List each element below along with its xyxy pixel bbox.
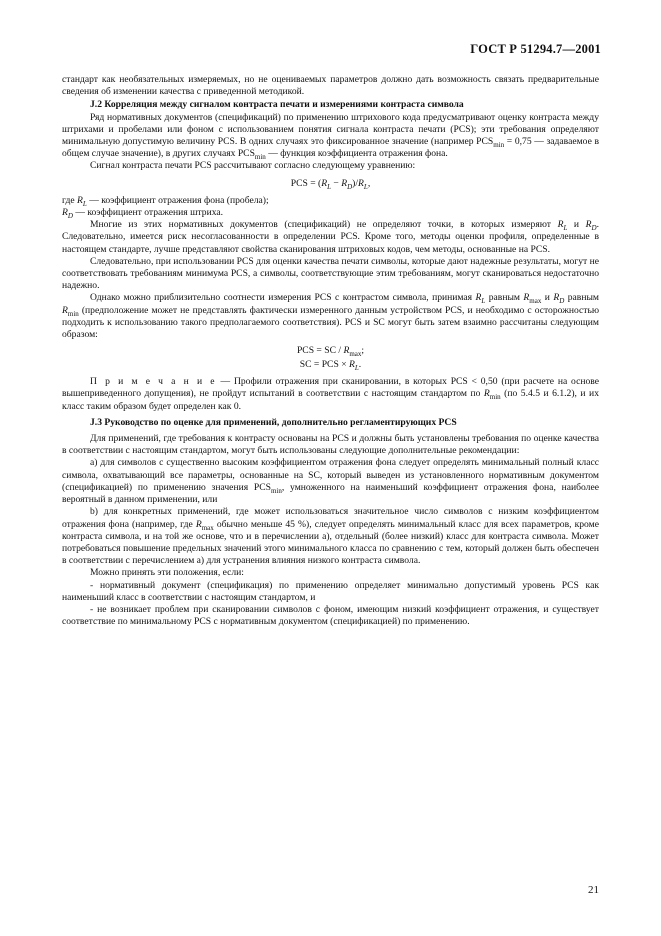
paragraph-pcs-intro: Ряд нормативных документов (спецификаций) по применению штрихового кода предусматривают оценку контраста между штрихами и пробелами или фоном с использованием понятия сигнала контраста печати (PCS); эти требования определяют минимальную допустимую величину PCS. В одних случаях это фиксированное значение (например $PCS_{min} = 0,75$ — задаваемое в общем случае значение), в других случаях $PCS_{min}$ — функция коэффициента отражения фона. xyxy=(62,111,599,162)
condition-item-1: - нормативный документ (спецификация) по применению определяет минимально допустимый уровень PCS как наименьший класс в соответствии с настоящим стандартом, и xyxy=(62,579,599,603)
note: П р и м е ч а н и е — Профили отражения при сканировании, в которых PCS < 0,50 (при расчете на основе вышеприведенного допущения), не пройдут испытаний в соответствии с настоящим стандартом по $R_{min}$ (по 5.4.5 и 6.1.2), и их класс таким образом будет определен как 0. xyxy=(62,376,599,412)
definition-rl: где $R_L$ — коэффициент отражения фона (пробела); xyxy=(62,194,269,208)
page-number: 21 xyxy=(588,884,599,896)
paragraph-conditions-intro: Можно принять эти положения, если: xyxy=(90,567,244,579)
list-item-b: b) для конкретных применений, где может использоваться значительное число символов с низким коэффициентом отражения фона (например, где $R_{max}$ обычно меньше 45 %), следует определять минимальный класс для всех параметров, кроме контраста символа, и на той же основе, что и в перечислении а), отдельный (более низкий) класс для контраста символа. Может потребоваться повышение предельных значений этого минимального класса по сравнению с тем, который должен быть обеспечен в соответствии с перечислением а) для устранения влияния низкого контраста символа. xyxy=(62,506,599,567)
equation-pcs-from-sc: PCS = SC / $R_{max}$; xyxy=(296,345,365,359)
document-header: ГОСТ Р 51294.7—2001 xyxy=(470,42,601,56)
paragraph-guidance-intro: Для применений, где требования к контрасту основаны на PCS и должны быть установлены требования по оценке качества в соответствии с настоящим стандартом, могут быть использованы следующие дополнительные рекомендации: xyxy=(62,433,599,457)
list-item-a: a) для символов с существенно высоким коэффициентом отражения фона следует определять минимальный полный класс символа, охватывающий все параметры, основанные на SC, который выведен из установленного нормативным документом (спецификацией) по применению значения $PCS_{min}$, умноженного на наименьший коэффициент отражения фона, наиболее вероятный в данном применении, или xyxy=(62,457,599,506)
paragraph-pcs-formula-intro: Сигнал контраста печати PCS рассчитывают согласно следующему уравнению: xyxy=(90,160,416,172)
equation-block-pcs-sc xyxy=(62,344,599,372)
paragraph-continuation: стандарт как необязательных измеряемых, но не оцениваемых параметров должно дать возможность связать предварительные сведения об изменении качества с приведенной методикой. xyxy=(62,74,599,98)
document-body xyxy=(62,74,599,628)
section-heading-j3: J.3 Руководство по оценке для применений, дополнительно регламентирующих PCS xyxy=(90,416,457,428)
definition-rd: $R_D$ — коэффициент отражения штриха. xyxy=(62,207,224,220)
section-heading-j2: J.2 Корреляция между сигналом контраста печати и измерениями контраста символа xyxy=(90,99,464,111)
paragraph-correlation: Однако можно приблизительно соотнести измерения PCS с контрастом символа, принимая $R_L$ равным $R_{max}$ и $R_D$ равным $R_{min}$ (предположение может не представлять фактически измеренного данным устройством PCS, и необходимо с осторожностью подходить к использованию такого предполагаемого соответствия). PCS и SC могут быть затем взаимно рассчитаны следующим образом: xyxy=(62,292,599,341)
paragraph-measurement-points: Многие из этих нормативных документов (спецификаций) не определяют точки, в которых измеряют $R_L$ и $R_D$. Следовательно, имеется риск несогласованности в определении PCS. Кроме того, методы оценки профиля, определенные в настоящем стандарте, лучше представляют свойства сканирования штриховых кодов, чем методы, основанные на PCS. xyxy=(62,219,599,255)
equation-sc-from-pcs: SC = PCS × $R_L$. xyxy=(299,359,362,373)
paragraph-reliability: Следовательно, при использовании PCS для оценки качества печати символы, которые дают надежные результаты, могут не соответствовать требованиям минимума PCS, а символы, соответствующие этим требованиям, могут сканироваться недостаточно надежно. xyxy=(62,255,599,292)
condition-item-2: - не возникает проблем при сканировании символов с фоном, имеющим низкий коэффициент отражения, и существует соответствие по минимальному PCS с нормативным документом (спецификацией) по применению. xyxy=(62,603,599,628)
equation-pcs: PCS = $(R_L - R_D)/R_L$, xyxy=(290,177,371,191)
